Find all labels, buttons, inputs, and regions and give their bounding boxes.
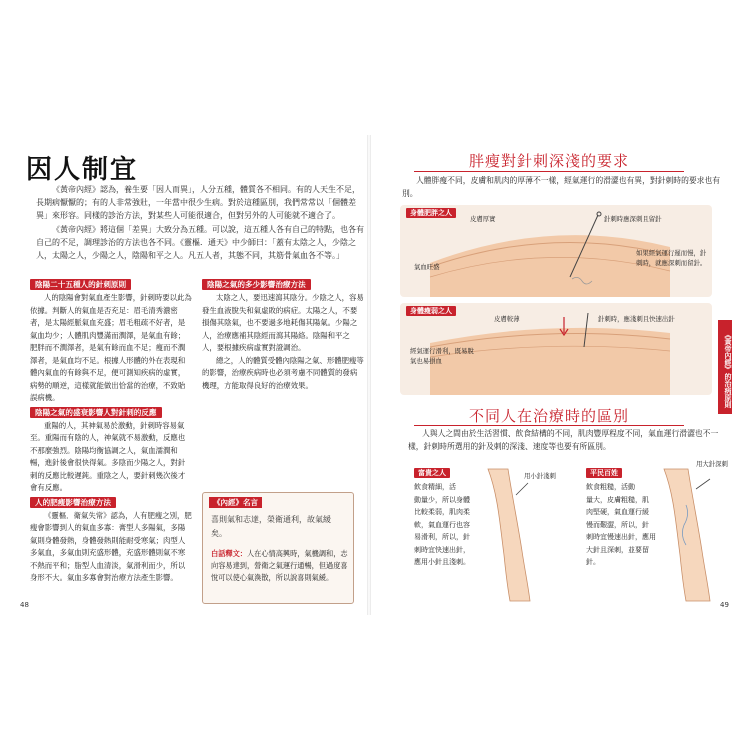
section-header: 陰陽二十五種人的針刺原則 <box>30 279 131 290</box>
section-text: 《靈樞．衛氣失常》認為，人有肥瘦之別，肥瘦會影響到人的氣血多寡：膏型人多陽氣，多陽氣則身體發熱，身體發熱則能耐受寒氣；肉型人多氣血，多氣血則充盛形體，充盛形體則氣不寒不熱而平和；脂型人血清淡，氣滑利而少，所以身形不大。氣血多寡會對治療方法產生影響。 <box>30 510 192 582</box>
page-title: 因人制宜 <box>26 155 139 185</box>
intro-paragraph: 人與人之間由於生活習慣、飲食結構的不同，肌肉豐厚程度不同，氣血運行滑澀也不一樣，針刺時所選用的針及刺的深淺、速度等也要有所區別。 <box>408 429 719 451</box>
callout-big-needle: 用大針深刺 <box>696 460 728 468</box>
page-number-right: 49 <box>720 601 729 609</box>
text-line: 肉堅硬，氣血運行緩 <box>586 508 649 516</box>
intro-paragraph: 《黃帝內經》將這個「差異」大致分為五種。可以說，這五種人各有自己的特點，也各有自己的不足，調理診治的方法也各不同。《靈樞．通天》中少師曰：「蓋有太陰之人，少陰之人，太陽之人，少陽之人，陰陽和平之人。凡五人者，其態不同，其筋骨氣血各不等。」 <box>36 225 364 260</box>
text-line: 易滑利，所以，針 <box>414 533 470 541</box>
fat-person-panel <box>400 205 712 297</box>
text-line: 針。 <box>586 558 600 566</box>
text-line: 比較柔弱，肌肉柔 <box>414 508 470 516</box>
section-header: 人的肥瘦影響治療方法 <box>30 497 116 508</box>
book-gutter <box>367 135 371 615</box>
text-line: 刺時宜慢速出針，應用 <box>586 533 656 541</box>
text-line: 飲食粗糙，活動 <box>586 483 635 491</box>
label-abundant-blood: 氣血旺盛 <box>414 263 440 271</box>
section-header: 陰陽之氣的多少影響治療方法 <box>202 279 311 290</box>
book-spread <box>18 135 732 615</box>
fat-person-tag: 身體肥胖之人 <box>406 208 456 218</box>
label-thick-skin: 皮膚厚實 <box>470 215 496 223</box>
label-thin-skin: 皮膚較薄 <box>494 315 520 323</box>
commoner-arm <box>656 465 726 605</box>
text-line: 動量少，所以身體 <box>414 495 470 504</box>
text-line: 軟，氣血運行也容 <box>414 520 470 529</box>
rich-person-arm <box>478 465 548 605</box>
section-text: 總之，人的體質受體內陰陽之氣、形體肥瘦等的影響，治療疾病時也必須考慮不同體質的發病機理，方能取得良好的治療效果。 <box>202 355 364 390</box>
label-shallow-needle: 針刺時，應淺刺且快速出針 <box>598 315 675 323</box>
page-number-left: 48 <box>20 601 29 609</box>
quote-explanation <box>211 548 349 584</box>
intro-paragraph: 人體胖瘦不同，皮膚和肌肉的厚薄不一樣，經氣運行的滑澀也有異，對針刺時的要求也有別。 <box>402 176 721 198</box>
text-line: 大針且深刺，並要留 <box>586 545 649 554</box>
section-title-treatment: 不同人在治療時的區別 <box>468 407 629 425</box>
thin-person-panel <box>400 303 712 395</box>
quote-box <box>202 492 354 604</box>
text-line: 刺時宜快速出針， <box>414 545 470 554</box>
chapter-side-tab: 《黃帝內經》的治病原則 <box>718 320 732 414</box>
section-intro <box>402 175 730 200</box>
text-line: 應用小針且淺刺。 <box>414 558 470 566</box>
left-column <box>30 277 192 585</box>
right-column <box>202 277 364 392</box>
right-page <box>374 135 732 615</box>
section-text: 太陰之人，要迅速瀉其陰分。少陰之人，容易發生血液脫失和氣虛敗的病症。太陽之人，不要損傷其陰氣，也不要過多地耗傷其陽氣。少陽之人，治療應補其陰經而瀉其陽絡。陰陽和平之人，要根據疾病虛實對證調治。 <box>202 293 364 352</box>
quote-text: 喜則氣和志達，榮衛通利，故氣緩矣。 <box>211 515 331 538</box>
label-deep-needle: 針刺時應深刺且留針 <box>604 215 662 223</box>
title-underline <box>414 425 684 426</box>
rich-person-tag: 富貴之人 <box>414 468 450 478</box>
section-text: 重陽的人，其神氣易於激動，針刺時容易氣至。重陽而有陰的人，神氣就不易激動，反應也不那麼強烈。陰陽均衡協調之人，氣血濡潤和暢，進針後會很快得氣。多陰而少陽之人，對針刺的反應比較遲鈍。重陰之人，要針刺幾次後才會有反應。 <box>30 420 186 492</box>
quote-tag: 《內經》名言 <box>209 497 262 508</box>
intro-text <box>36 183 364 263</box>
label-smooth-flow: 經氣運行滑利，既易脫氣也易損血 <box>410 347 474 365</box>
label-slow-flow: 如果經氣運行遲而慢，針刺時，就應深刺而留針。 <box>636 249 707 267</box>
title-underline <box>414 171 684 172</box>
quote-explanation-text: 人在心情高興時，氣機調和，志向容易達到，營衛之氣運行通暢，但過度喜悅可以使心氣渙散，所以說喜則氣緩。 <box>211 549 348 582</box>
section-header: 陰陽之氣的盛衰影響人對針刺的反應 <box>30 407 162 418</box>
left-page <box>18 135 364 615</box>
intro-paragraph: 《黃帝內經》認為，養生要「因人而異」，人分五種，體質各不相同。有的人天生不足，長期病懨懨的；有的人非常強壯，一年當中很少生病。對於這種區別，我們常常以「個體差異」來形容。同樣的診治方法，對某些人可能很適合，但對另外的人可能就不適合了。 <box>36 185 360 220</box>
commoner-tag: 平民百姓 <box>586 468 622 478</box>
section-intro <box>408 428 726 453</box>
quote-explanation-label: 白話釋文： <box>211 549 247 558</box>
section-text: 人的陰陽會對氣血產生影響，針刺時要以此為依據。判斷人的氣血是否充足：眉毛清秀濃密者，是太陽經脈氣血充盛；眉毛粗疏不好者，是氣血均少；人體肌肉豐滿而潤澤，是氣血有餘；肥胖而不潤澤者，是氣有餘而血不足；瘦而不潤澤者，是氣血均不足。根據人形體的外在表現和體內氣血的有餘與不足，便可測知疾病的虛實，病勢的順逆，這樣就能做出恰當的治療，不致貽誤病機。 <box>30 293 192 402</box>
section-title-fat-thin: 胖瘦對針刺深淺的要求 <box>468 152 629 170</box>
callout-small-needle: 用小針淺刺 <box>524 472 556 480</box>
text-line: 量大，皮膚粗糙，肌 <box>586 495 649 504</box>
text-line: 飲食精細，活 <box>414 483 456 491</box>
text-line: 慢而艱澀，所以，針 <box>586 520 649 529</box>
thin-person-tag: 身體瘦弱之人 <box>406 306 456 316</box>
